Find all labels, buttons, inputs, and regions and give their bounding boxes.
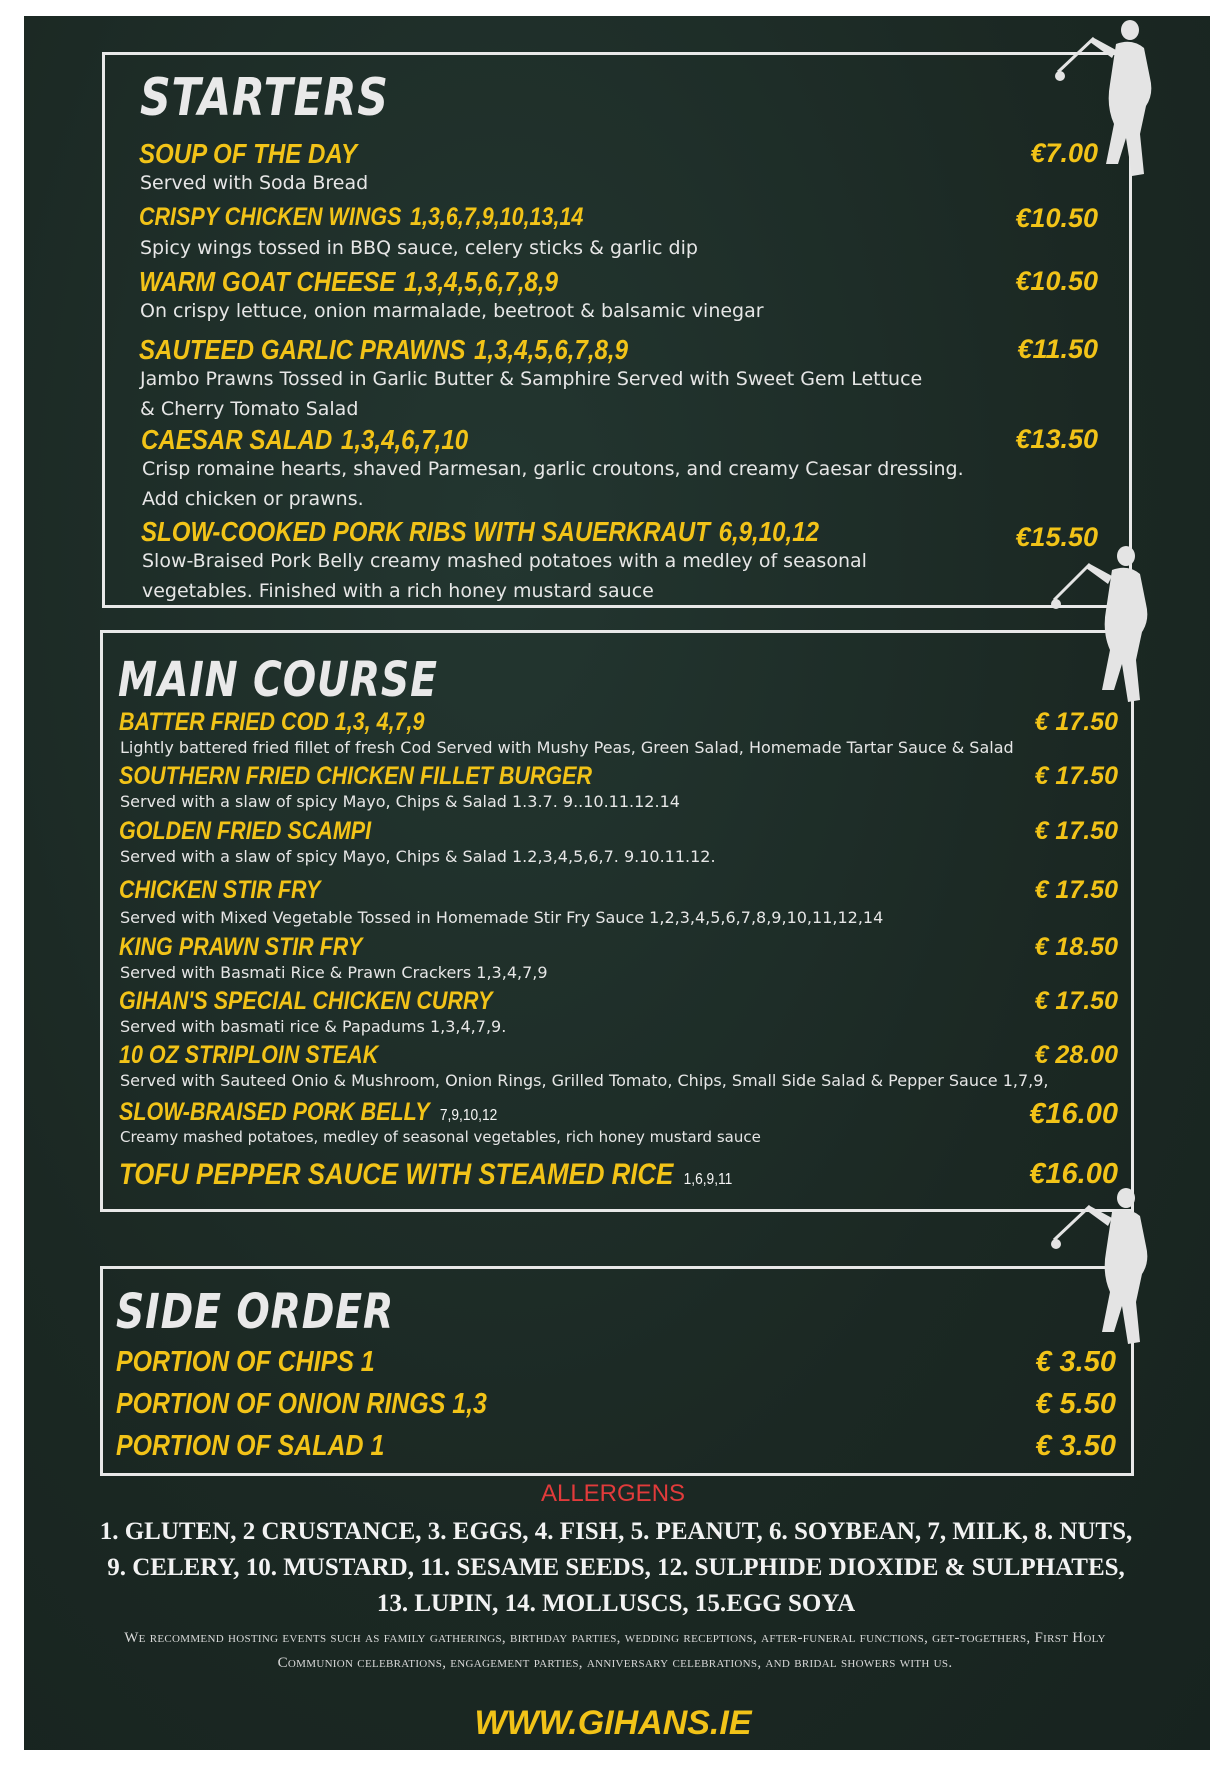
side-order-name: PORTION OF SALAD 1 <box>116 1430 385 1462</box>
starter-item <box>141 516 929 548</box>
main-course-description: Served with Mixed Vegetable Tossed in Homemade Stir Fry Sauce 1,2,3,4,5,6,7,8,9,10,11,12,14 <box>120 908 884 927</box>
main-course-name: GOLDEN FRIED SCAMPI <box>119 817 372 845</box>
main-course-description: Served with Sauteed Onio & Mushroom, Onion Rings, Grilled Tomato, Chips, Small Side Salad & Pepper Sauce 1,7,9, <box>120 1071 1049 1090</box>
starter-item <box>141 424 521 456</box>
starter-price: €15.50 <box>1015 522 1098 552</box>
starter-name: CAESAR SALAD 1,3,4,6,7,10 <box>141 424 469 455</box>
starter-description: Crisp romaine hearts, shaved Parmesan, garlic croutons, and creamy Caesar dressing. <box>142 458 964 480</box>
main-course-item <box>119 933 402 962</box>
main-course-item <box>119 876 353 905</box>
website-link[interactable]: WWW.GIHANS.IE <box>474 1704 752 1742</box>
main-course-item <box>119 1098 559 1127</box>
starter-name: SLOW-COOKED PORK RIBS WITH SAUERKRAUT 6,9,10,12 <box>141 516 820 547</box>
main-course-name: BATTER FRIED COD 1,3, 4,7,9 <box>119 708 425 736</box>
starter-allergens: 1,3,4,5,6,7,8,9 <box>404 266 558 297</box>
starter-allergens: 1,3,6,7,9,10,13,14 <box>410 203 584 231</box>
starter-description: Spicy wings tossed in BBQ sauce, celery sticks & garlic dip <box>140 237 698 259</box>
main-course-description: Creamy mashed potatoes, medley of seasonal vegetables, rich honey mustard sauce <box>120 1128 761 1146</box>
starter-item <box>139 334 708 366</box>
main-course-description: Served with basmati rice & Papadums 1,3,4,7,9. <box>120 1017 507 1036</box>
main-course-price: € 17.50 <box>1034 876 1118 904</box>
side-order-item <box>116 1430 428 1463</box>
side-order-price: € 5.50 <box>1035 1388 1116 1420</box>
events-note: We recommend hosting events such as family gatherings, birthday parties, wedding receptions, after-funeral functions, get-togethers, First Holy Communion celebrations, engagement parties, anniversary celebrations, and bridal showers with us. <box>124 1630 1106 1671</box>
main-course-price: € 17.50 <box>1034 708 1118 736</box>
main-course-price: €16.00 <box>1029 1158 1118 1190</box>
starter-allergens: 6,9,10,12 <box>718 516 820 547</box>
main-course-price: € 17.50 <box>1034 987 1118 1015</box>
main-course-item <box>119 1158 832 1192</box>
starter-description: vegetables. Finished with a rich honey mustard sauce <box>142 580 654 602</box>
main-course-item <box>119 817 412 846</box>
side-order-price: € 3.50 <box>1035 1346 1116 1378</box>
main-course-item <box>119 762 669 791</box>
starter-price: €7.00 <box>1030 138 1098 168</box>
main-course-name: SOUTHERN FRIED CHICKEN FILLET BURGER <box>119 762 592 790</box>
main-course-description: Served with a slaw of spicy Mayo, Chips & Salad 1.3.7. 9..10.11.12.14 <box>120 792 680 811</box>
main-course-price: € 17.50 <box>1034 762 1118 790</box>
starter-price: €13.50 <box>1015 424 1098 454</box>
starter-item <box>139 138 393 170</box>
main-course-name: SLOW-BRAISED PORK BELLY 7,9,10,12 <box>119 1098 498 1126</box>
starter-description: On crispy lettuce, onion marmalade, beetroot & balsamic vinegar <box>140 300 764 322</box>
main-course-heading: MAIN COURSE <box>118 652 438 708</box>
main-course-price: € 28.00 <box>1034 1041 1118 1069</box>
starter-price: €10.50 <box>1015 203 1098 233</box>
main-course-price: €16.00 <box>1029 1098 1118 1130</box>
main-course-item <box>119 708 474 737</box>
side-order-name: PORTION OF CHIPS 1 <box>116 1346 375 1378</box>
main-course-item <box>119 987 553 1016</box>
starter-description: Served with Soda Bread <box>140 172 369 194</box>
starters-heading: STARTERS <box>140 68 389 128</box>
golfer-icon <box>1050 540 1160 710</box>
golfer-icon <box>1054 14 1164 184</box>
main-course-allergens: 1,6,9,11 <box>683 1171 733 1188</box>
starter-allergens: 1,3,4,5,6,7,8,9 <box>474 334 629 365</box>
main-course-name: CHICKEN STIR FRY <box>119 876 321 904</box>
allergens-list: 1. GLUTEN, 2 CRUSTANCE, 3. EGGS, 4. FISH, 5. PEANUT, 6. SOYBEAN, 7, MILK, 8. NUTS, 9. CELERY, 10. MUSTARD, 11. SESAME SEEDS, 12. SULPHIDE DIOXIDE & SULPHATES, 13. LUPIN, 14. MOLLUSCS, 15.EGG SOYA <box>99 1518 1133 1617</box>
starter-description: Add chicken or prawns. <box>142 488 364 510</box>
starter-name: SAUTEED GARLIC PRAWNS 1,3,4,5,6,7,8,9 <box>139 334 629 365</box>
golfer-icon <box>1050 1182 1160 1352</box>
side-order-heading: SIDE ORDER <box>116 1284 395 1340</box>
starter-item <box>139 203 656 232</box>
starter-price: €11.50 <box>1017 334 1098 364</box>
main-course-name: GIHAN'S SPECIAL CHICKEN CURRY <box>119 987 493 1015</box>
side-order-price: € 3.50 <box>1035 1430 1116 1462</box>
main-course-price: € 17.50 <box>1034 817 1118 845</box>
starter-price: €10.50 <box>1015 266 1098 296</box>
starter-name: CRISPY CHICKEN WINGS 1,3,6,7,9,10,13,14 <box>139 203 584 231</box>
main-course-description: Lightly battered fried fillet of fresh Cod Served with Mushy Peas, Green Salad, Homemade Tartar Sauce & Salad <box>120 738 1014 757</box>
starter-allergens: 1,3,4,6,7,10 <box>340 424 469 455</box>
side-order-item <box>116 1346 417 1379</box>
side-order-name: PORTION OF ONION RINGS 1,3 <box>116 1388 487 1420</box>
starter-item <box>139 266 626 298</box>
starter-description: Slow-Braised Pork Belly creamy mashed potatoes with a medley of seasonal <box>142 550 867 572</box>
starter-description: & Cherry Tomato Salad <box>140 398 359 420</box>
starter-name: WARM GOAT CHEESE 1,3,4,5,6,7,8,9 <box>139 266 558 297</box>
main-course-name: 10 OZ STRIPLOIN STEAK <box>119 1041 379 1069</box>
main-course-allergens: 7,9,10,12 <box>439 1107 498 1124</box>
allergens-title: ALLERGENS <box>540 1480 686 1507</box>
starter-name: SOUP OF THE DAY <box>139 138 358 169</box>
main-course-description: Served with Basmati Rice & Prawn Crackers 1,3,4,7,9 <box>120 963 548 982</box>
starter-description: Jambo Prawns Tossed in Garlic Butter & Samphire Served with Sweet Gem Lettuce <box>140 368 923 390</box>
main-course-name: KING PRAWN STIR FRY <box>119 933 363 961</box>
main-course-price: € 18.50 <box>1034 933 1118 961</box>
main-course-name: TOFU PEPPER SAUCE WITH STEAMED RICE 1,6,9,11 <box>119 1158 733 1191</box>
main-course-description: Served with a slaw of spicy Mayo, Chips & Salad 1.2,3,4,5,6,7. 9.10.11.12. <box>120 847 716 866</box>
side-order-item <box>116 1388 547 1421</box>
main-course-item <box>119 1041 420 1070</box>
